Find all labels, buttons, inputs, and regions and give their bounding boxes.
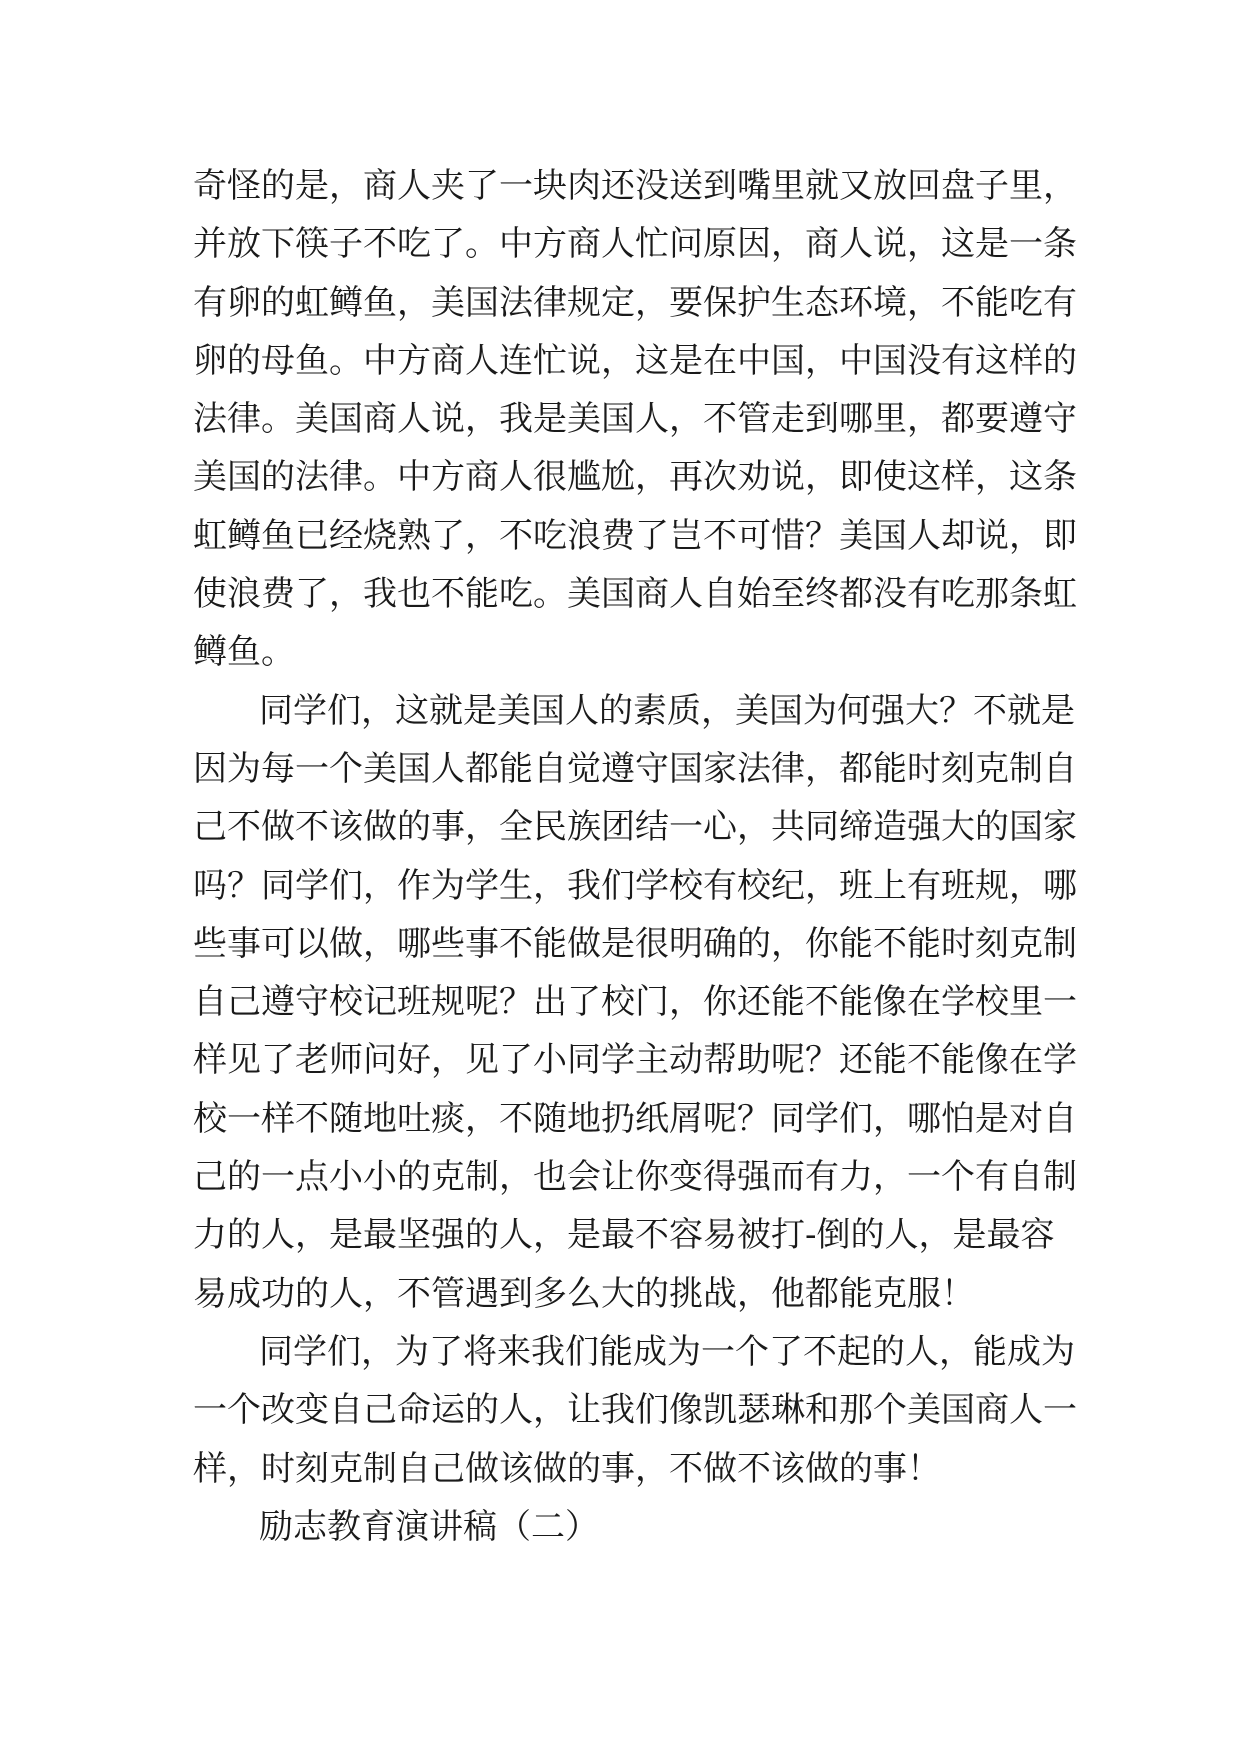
text-line: 因为每一个美国人都能自觉遵守国家法律，都能时刻克制自 (193, 748, 1077, 789)
text-line: 样，时刻克制自己做该做的事，不做不该做的事！ (193, 1448, 941, 1489)
text-line: 校一样不随地吐痰，不随地扔纸屑呢？同学们，哪怕是对自 (193, 1098, 1077, 1139)
paragraph-start-line: 同学们，这就是美国人的素质，美国为何强大？不就是 (259, 690, 1075, 731)
text-line: 力的人，是最坚强的人，是最不容易被打-倒的人，是最容 (193, 1215, 1055, 1256)
text-line: 鳟鱼。 (193, 632, 295, 673)
text-line: 使浪费了，我也不能吃。美国商人自始至终都没有吃那条虹 (193, 574, 1077, 615)
paragraph-start-line: 同学们，为了将来我们能成为一个了不起的人，能成为 (259, 1331, 1075, 1372)
text-line: 奇怪的是，商人夹了一块肉还没送到嘴里就又放回盘子里， (193, 166, 1077, 206)
text-line: 样见了老师问好，见了小同学主动帮助呢？还能不能像在学 (193, 1040, 1077, 1081)
text-line: 己的一点小小的克制，也会让你变得强而有力，一个有自制 (193, 1157, 1077, 1198)
section-heading: 励志教育演讲稿（二） (259, 1506, 599, 1547)
text-line: 己不做不该做的事，全民族团结一心，共同缔造强大的国家 (193, 807, 1077, 848)
text-line: 有卵的虹鳟鱼，美国法律规定，要保护生态环境，不能吃有 (193, 282, 1077, 323)
text-line: 些事可以做，哪些事不能做是很明确的，你能不能时刻克制 (193, 923, 1077, 964)
text-line: 自己遵守校记班规呢？出了校门，你还能不能像在学校里一 (193, 982, 1077, 1023)
text-line: 美国的法律。中方商人很尴尬，再次劝说，即使这样，这条 (193, 457, 1077, 498)
text-line: 卵的母鱼。中方商人连忙说，这是在中国，中国没有这样的 (193, 340, 1077, 381)
text-line: 虹鳟鱼已经烧熟了，不吃浪费了岂不可惜？美国人却说，即 (193, 515, 1077, 556)
text-line: 吗？同学们，作为学生，我们学校有校纪，班上有班规，哪 (193, 865, 1077, 906)
body-text (193, 157, 1077, 1556)
text-line: 一个改变自己命运的人，让我们像凯瑟琳和那个美国商人一 (193, 1390, 1077, 1431)
text-line: 法律。美国商人说，我是美国人，不管走到哪里，都要遵守 (193, 399, 1077, 440)
text-line: 易成功的人，不管遇到多么大的挑战，他都能克服！ (193, 1273, 975, 1314)
text-line: 并放下筷子不吃了。中方商人忙问原因，商人说，这是一条 (193, 224, 1077, 265)
